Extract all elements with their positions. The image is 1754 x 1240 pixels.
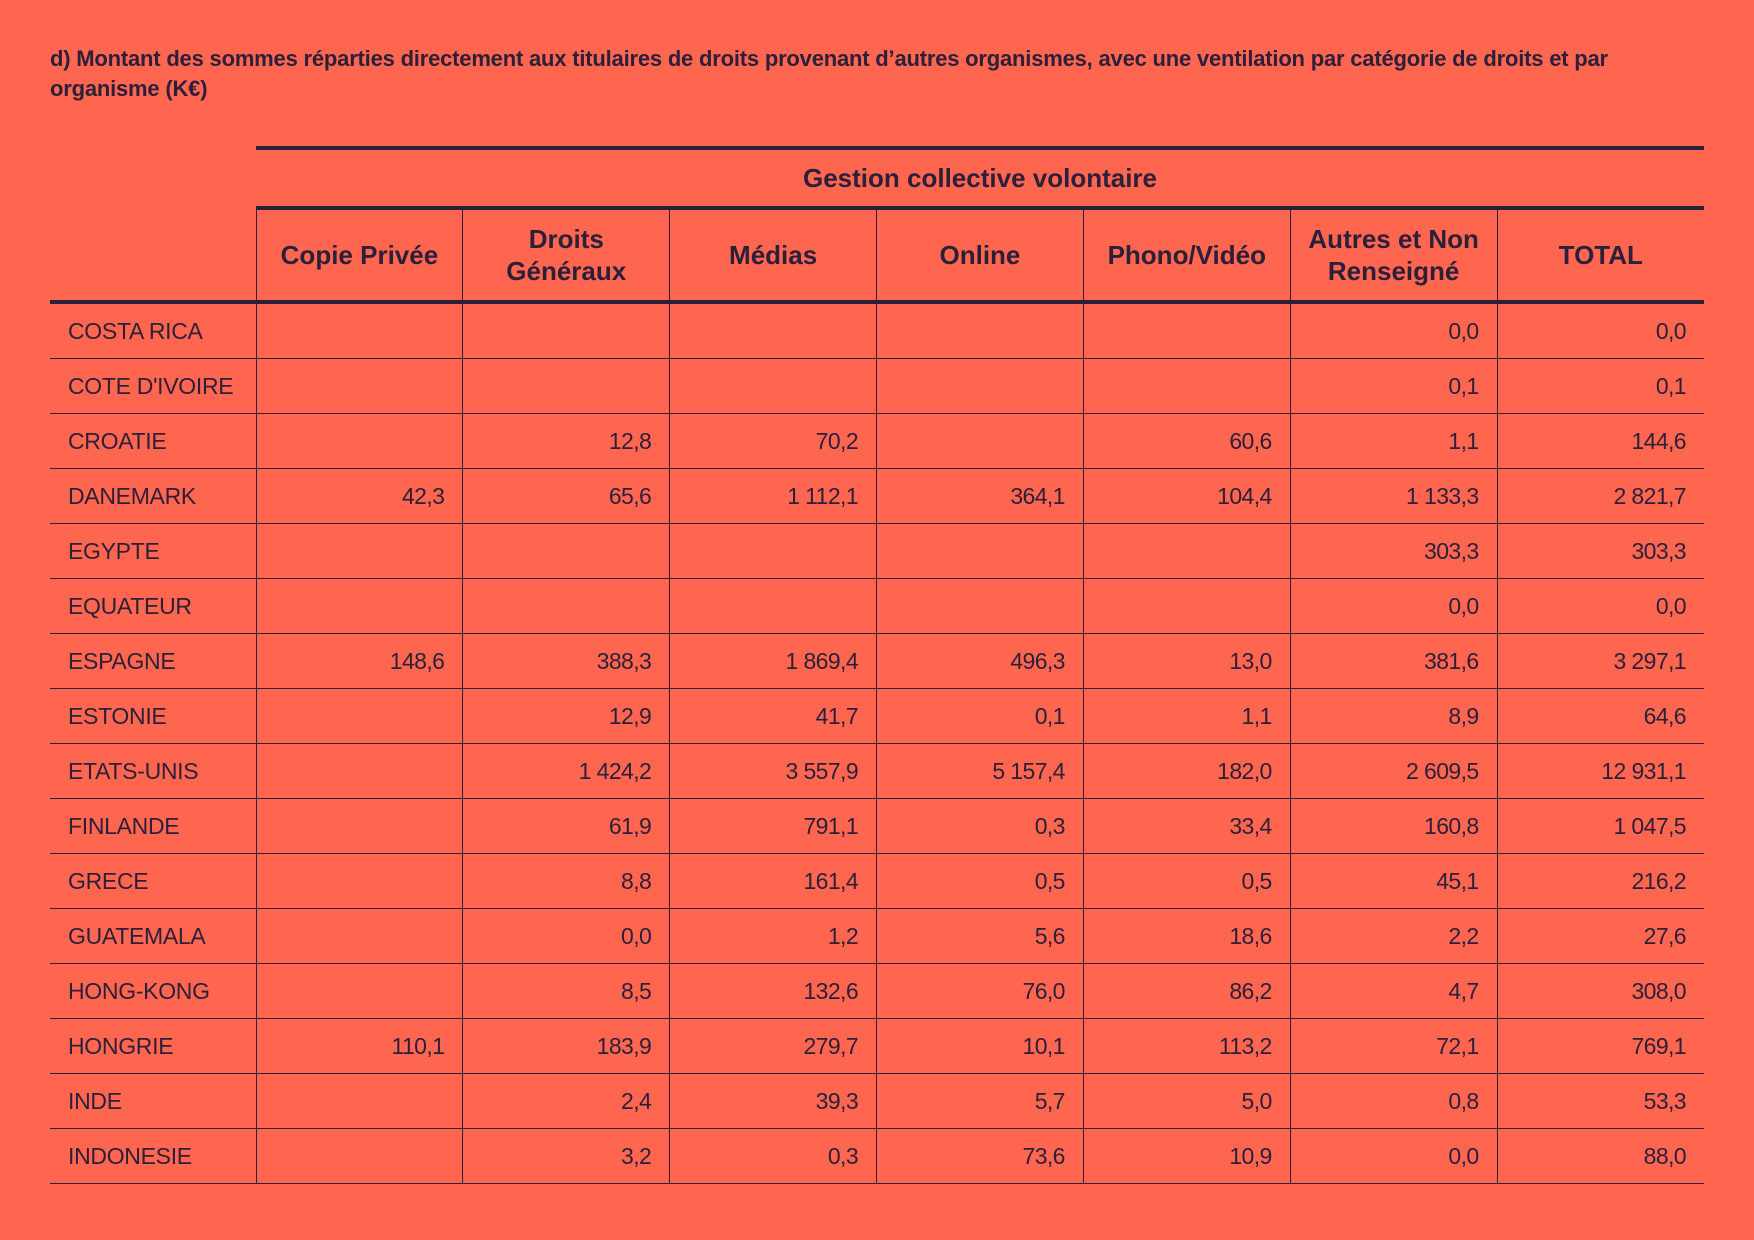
value-cell-online: 0,3 bbox=[877, 799, 1084, 854]
value-cell-medias: 791,1 bbox=[670, 799, 877, 854]
value-cell-droits-generaux: 12,8 bbox=[463, 414, 670, 469]
value-cell-total: 1 047,5 bbox=[1497, 799, 1704, 854]
value-cell-autres: 160,8 bbox=[1290, 799, 1497, 854]
value-cell-copie-privee: 42,3 bbox=[256, 469, 463, 524]
value-cell-online: 76,0 bbox=[877, 964, 1084, 1019]
value-cell-phono-video: 113,2 bbox=[1083, 1019, 1290, 1074]
value-cell-copie-privee bbox=[256, 414, 463, 469]
value-cell-online: 5,7 bbox=[877, 1074, 1084, 1129]
column-header-copie-privee: Copie Privée bbox=[256, 208, 463, 302]
country-cell: EGYPTE bbox=[50, 524, 256, 579]
value-cell-total: 27,6 bbox=[1497, 909, 1704, 964]
value-cell-autres: 0,8 bbox=[1290, 1074, 1497, 1129]
value-cell-medias bbox=[670, 524, 877, 579]
value-cell-phono-video bbox=[1083, 359, 1290, 414]
country-cell: INDE bbox=[50, 1074, 256, 1129]
table-row bbox=[50, 964, 1704, 1019]
value-cell-phono-video bbox=[1083, 579, 1290, 634]
value-cell-total: 769,1 bbox=[1497, 1019, 1704, 1074]
value-cell-phono-video: 10,9 bbox=[1083, 1129, 1290, 1184]
value-cell-droits-generaux: 65,6 bbox=[463, 469, 670, 524]
value-cell-online bbox=[877, 359, 1084, 414]
table-row bbox=[50, 1019, 1704, 1074]
value-cell-autres: 4,7 bbox=[1290, 964, 1497, 1019]
value-cell-medias: 0,3 bbox=[670, 1129, 877, 1184]
value-cell-droits-generaux bbox=[463, 302, 670, 359]
value-cell-online bbox=[877, 579, 1084, 634]
table-row bbox=[50, 854, 1704, 909]
value-cell-online bbox=[877, 302, 1084, 359]
value-cell-total: 216,2 bbox=[1497, 854, 1704, 909]
value-cell-phono-video: 18,6 bbox=[1083, 909, 1290, 964]
value-cell-online: 73,6 bbox=[877, 1129, 1084, 1184]
country-cell: ESTONIE bbox=[50, 689, 256, 744]
value-cell-total: 0,0 bbox=[1497, 302, 1704, 359]
country-cell: HONG-KONG bbox=[50, 964, 256, 1019]
value-cell-medias: 3 557,9 bbox=[670, 744, 877, 799]
table-row bbox=[50, 634, 1704, 689]
table-heading: d) Montant des sommes réparties directement aux titulaires de droits provenant d’autres organismes, avec une ventilation par catégorie de droits et par organisme (K€) bbox=[50, 46, 1608, 101]
country-cell: HONGRIE bbox=[50, 1019, 256, 1074]
corner-cell bbox=[50, 148, 256, 208]
table-row bbox=[50, 1129, 1704, 1184]
value-cell-droits-generaux: 0,0 bbox=[463, 909, 670, 964]
value-cell-medias: 39,3 bbox=[670, 1074, 877, 1129]
value-cell-autres: 0,0 bbox=[1290, 302, 1497, 359]
country-cell: ESPAGNE bbox=[50, 634, 256, 689]
value-cell-medias: 41,7 bbox=[670, 689, 877, 744]
column-header-droits-generaux: Droits Généraux bbox=[463, 208, 670, 302]
value-cell-autres: 8,9 bbox=[1290, 689, 1497, 744]
country-cell: EQUATEUR bbox=[50, 579, 256, 634]
value-cell-total: 3 297,1 bbox=[1497, 634, 1704, 689]
value-cell-total: 64,6 bbox=[1497, 689, 1704, 744]
country-cell: DANEMARK bbox=[50, 469, 256, 524]
table-row bbox=[50, 909, 1704, 964]
value-cell-copie-privee bbox=[256, 799, 463, 854]
country-cell: FINLANDE bbox=[50, 799, 256, 854]
table-row bbox=[50, 469, 1704, 524]
table-row bbox=[50, 689, 1704, 744]
value-cell-copie-privee bbox=[256, 524, 463, 579]
value-cell-copie-privee bbox=[256, 909, 463, 964]
country-cell: GRECE bbox=[50, 854, 256, 909]
country-cell: COSTA RICA bbox=[50, 302, 256, 359]
value-cell-droits-generaux: 388,3 bbox=[463, 634, 670, 689]
value-cell-medias bbox=[670, 579, 877, 634]
value-cell-autres: 0,0 bbox=[1290, 579, 1497, 634]
value-cell-total: 53,3 bbox=[1497, 1074, 1704, 1129]
value-cell-total: 308,0 bbox=[1497, 964, 1704, 1019]
value-cell-droits-generaux: 12,9 bbox=[463, 689, 670, 744]
column-header-medias: Médias bbox=[670, 208, 877, 302]
column-header-online: Online bbox=[877, 208, 1084, 302]
value-cell-online bbox=[877, 524, 1084, 579]
table-row bbox=[50, 302, 1704, 359]
value-cell-total: 0,1 bbox=[1497, 359, 1704, 414]
value-cell-phono-video bbox=[1083, 302, 1290, 359]
value-cell-droits-generaux: 1 424,2 bbox=[463, 744, 670, 799]
value-cell-online bbox=[877, 414, 1084, 469]
table-row bbox=[50, 524, 1704, 579]
table-row bbox=[50, 799, 1704, 854]
value-cell-autres: 1 133,3 bbox=[1290, 469, 1497, 524]
value-cell-copie-privee: 110,1 bbox=[256, 1019, 463, 1074]
value-cell-autres: 303,3 bbox=[1290, 524, 1497, 579]
group-header: Gestion collective volontaire bbox=[256, 148, 1704, 208]
country-cell: CROATIE bbox=[50, 414, 256, 469]
table-row bbox=[50, 579, 1704, 634]
value-cell-droits-generaux: 183,9 bbox=[463, 1019, 670, 1074]
value-cell-total: 12 931,1 bbox=[1497, 744, 1704, 799]
value-cell-copie-privee bbox=[256, 1074, 463, 1129]
value-cell-droits-generaux bbox=[463, 359, 670, 414]
value-cell-total: 0,0 bbox=[1497, 579, 1704, 634]
country-column-header bbox=[50, 208, 256, 302]
value-cell-phono-video: 1,1 bbox=[1083, 689, 1290, 744]
value-cell-copie-privee bbox=[256, 744, 463, 799]
value-cell-medias: 1,2 bbox=[670, 909, 877, 964]
country-cell: GUATEMALA bbox=[50, 909, 256, 964]
value-cell-copie-privee bbox=[256, 854, 463, 909]
value-cell-droits-generaux bbox=[463, 579, 670, 634]
country-cell: ETATS-UNIS bbox=[50, 744, 256, 799]
value-cell-autres: 1,1 bbox=[1290, 414, 1497, 469]
table-body bbox=[50, 302, 1704, 1184]
value-cell-online: 364,1 bbox=[877, 469, 1084, 524]
column-header-total: TOTAL bbox=[1497, 208, 1704, 302]
value-cell-phono-video: 0,5 bbox=[1083, 854, 1290, 909]
value-cell-medias: 1 112,1 bbox=[670, 469, 877, 524]
value-cell-autres: 2,2 bbox=[1290, 909, 1497, 964]
country-cell: COTE D'IVOIRE bbox=[50, 359, 256, 414]
column-header-autres: Autres et Non Renseigné bbox=[1290, 208, 1497, 302]
value-cell-droits-generaux: 8,5 bbox=[463, 964, 670, 1019]
value-cell-copie-privee bbox=[256, 964, 463, 1019]
distribution-table bbox=[50, 146, 1704, 1184]
column-header-row bbox=[50, 208, 1704, 302]
value-cell-total: 144,6 bbox=[1497, 414, 1704, 469]
value-cell-medias: 279,7 bbox=[670, 1019, 877, 1074]
value-cell-autres: 0,0 bbox=[1290, 1129, 1497, 1184]
value-cell-medias bbox=[670, 359, 877, 414]
value-cell-phono-video: 33,4 bbox=[1083, 799, 1290, 854]
value-cell-phono-video: 86,2 bbox=[1083, 964, 1290, 1019]
country-cell: INDONESIE bbox=[50, 1129, 256, 1184]
value-cell-autres: 45,1 bbox=[1290, 854, 1497, 909]
value-cell-phono-video: 13,0 bbox=[1083, 634, 1290, 689]
table-row bbox=[50, 1074, 1704, 1129]
value-cell-phono-video: 60,6 bbox=[1083, 414, 1290, 469]
value-cell-phono-video bbox=[1083, 524, 1290, 579]
value-cell-copie-privee bbox=[256, 359, 463, 414]
value-cell-copie-privee bbox=[256, 1129, 463, 1184]
value-cell-medias: 161,4 bbox=[670, 854, 877, 909]
value-cell-phono-video: 104,4 bbox=[1083, 469, 1290, 524]
value-cell-copie-privee bbox=[256, 579, 463, 634]
value-cell-droits-generaux bbox=[463, 524, 670, 579]
value-cell-online: 0,1 bbox=[877, 689, 1084, 744]
value-cell-online: 0,5 bbox=[877, 854, 1084, 909]
value-cell-online: 10,1 bbox=[877, 1019, 1084, 1074]
value-cell-total: 88,0 bbox=[1497, 1129, 1704, 1184]
value-cell-droits-generaux: 3,2 bbox=[463, 1129, 670, 1184]
value-cell-droits-generaux: 61,9 bbox=[463, 799, 670, 854]
table-row bbox=[50, 414, 1704, 469]
value-cell-copie-privee bbox=[256, 689, 463, 744]
value-cell-online: 5,6 bbox=[877, 909, 1084, 964]
value-cell-droits-generaux: 8,8 bbox=[463, 854, 670, 909]
value-cell-autres: 381,6 bbox=[1290, 634, 1497, 689]
value-cell-total: 2 821,7 bbox=[1497, 469, 1704, 524]
value-cell-phono-video: 5,0 bbox=[1083, 1074, 1290, 1129]
value-cell-medias bbox=[670, 302, 877, 359]
group-header-row bbox=[50, 148, 1704, 208]
column-header-phono-video: Phono/Vidéo bbox=[1083, 208, 1290, 302]
table-row bbox=[50, 744, 1704, 799]
value-cell-medias: 1 869,4 bbox=[670, 634, 877, 689]
value-cell-medias: 70,2 bbox=[670, 414, 877, 469]
value-cell-copie-privee: 148,6 bbox=[256, 634, 463, 689]
value-cell-droits-generaux: 2,4 bbox=[463, 1074, 670, 1129]
value-cell-phono-video: 182,0 bbox=[1083, 744, 1290, 799]
value-cell-medias: 132,6 bbox=[670, 964, 877, 1019]
value-cell-total: 303,3 bbox=[1497, 524, 1704, 579]
table-row bbox=[50, 359, 1704, 414]
value-cell-autres: 2 609,5 bbox=[1290, 744, 1497, 799]
value-cell-online: 496,3 bbox=[877, 634, 1084, 689]
value-cell-copie-privee bbox=[256, 302, 463, 359]
value-cell-online: 5 157,4 bbox=[877, 744, 1084, 799]
value-cell-autres: 72,1 bbox=[1290, 1019, 1497, 1074]
value-cell-autres: 0,1 bbox=[1290, 359, 1497, 414]
